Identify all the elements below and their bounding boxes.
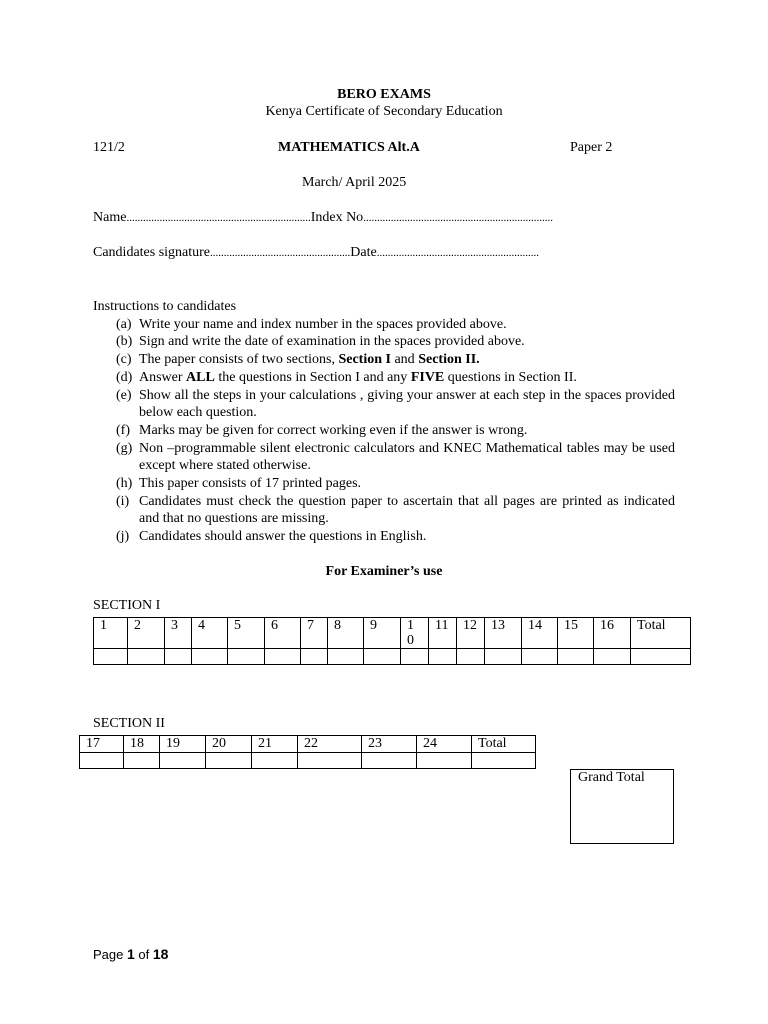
score-cell[interactable] — [362, 753, 417, 769]
score-cell[interactable] — [160, 753, 206, 769]
instruction-item — [93, 422, 675, 440]
question-cell: 3 — [165, 618, 192, 649]
score-cell[interactable] — [364, 649, 401, 665]
paper-code: 121/2 — [93, 140, 125, 155]
score-cell[interactable] — [165, 649, 192, 665]
question-cell: 7 — [301, 618, 328, 649]
examiner-heading: For Examiner’s use — [325, 564, 443, 579]
total-pages: 18 — [152, 946, 169, 962]
score-cell[interactable] — [522, 649, 558, 665]
section1-score-row — [94, 649, 691, 665]
certificate-title: Kenya Certificate of Secondary Education — [265, 104, 503, 119]
instruction-text: The paper consists of two sections, Section I and Section II. — [139, 352, 480, 368]
instruction-text: Non –programmable silent electronic calculators and KNEC Mathematical tables may be used except where stated otherwise. — [139, 440, 675, 474]
question-cell: 15 — [558, 618, 594, 649]
grand-total-box[interactable] — [570, 769, 674, 844]
instruction-letter: (h) — [116, 476, 133, 492]
instruction-item — [93, 528, 675, 546]
instruction-item — [93, 316, 675, 334]
name-field[interactable]: ................................................................... — [126, 212, 311, 224]
score-cell[interactable] — [228, 649, 265, 665]
paper-number: Paper 2 — [570, 140, 613, 155]
instruction-text: This paper consists of 17 printed pages. — [139, 476, 362, 492]
score-cell[interactable] — [594, 649, 631, 665]
question-cell: 5 — [228, 618, 265, 649]
index-field[interactable]: ..................................................................... — [363, 212, 553, 224]
signature-field[interactable]: ................................................... — [210, 247, 351, 259]
total-cell: Total — [631, 618, 691, 649]
subject-title: MATHEMATICS Alt.A — [278, 140, 420, 155]
score-cell[interactable] — [206, 753, 252, 769]
question-cell: 23 — [362, 736, 417, 753]
question-cell: 1 — [94, 618, 128, 649]
question-cell: 9 — [364, 618, 401, 649]
instruction-item — [93, 475, 675, 493]
question-cell: 4 — [192, 618, 228, 649]
instruction-text: Candidates should answer the questions in English. — [139, 529, 427, 545]
section2-table — [79, 735, 536, 769]
question-cell: 8 — [328, 618, 364, 649]
instruction-item — [93, 333, 675, 351]
index-label: Index No — [310, 210, 364, 225]
instruction-item — [93, 493, 675, 528]
score-cell[interactable] — [265, 649, 301, 665]
score-cell[interactable] — [192, 649, 228, 665]
name-label: Name — [93, 210, 127, 225]
section1-table — [93, 617, 691, 665]
instruction-item — [93, 387, 675, 422]
score-cell[interactable] — [558, 649, 594, 665]
instruction-letter: (g) — [116, 440, 133, 456]
score-cell[interactable] — [401, 649, 429, 665]
instruction-letter: (i) — [116, 493, 130, 509]
instructions-block — [93, 298, 675, 546]
score-cell[interactable] — [128, 649, 165, 665]
question-cell: 20 — [206, 736, 252, 753]
section2-label: SECTION II — [93, 716, 165, 731]
instruction-letter: (a) — [116, 316, 132, 332]
question-cell: 14 — [522, 618, 558, 649]
question-cell: 13 — [485, 618, 522, 649]
score-cell[interactable] — [124, 753, 160, 769]
question-cell: 6 — [265, 618, 301, 649]
instruction-letter: (c) — [116, 352, 132, 368]
instruction-letter: (e) — [116, 387, 132, 403]
score-cell[interactable] — [429, 649, 457, 665]
page-number: 1 — [127, 946, 135, 962]
question-cell: 24 — [417, 736, 472, 753]
instruction-text: Write your name and index number in the spaces provided above. — [139, 316, 507, 332]
question-cell: 19 — [160, 736, 206, 753]
section2-header-row — [80, 736, 536, 753]
instruction-letter: (j) — [116, 529, 130, 545]
section1-header-row — [94, 618, 691, 649]
instructions-list — [93, 316, 675, 546]
grand-total-label: Grand Total — [578, 770, 645, 785]
total-cell: Total — [472, 736, 536, 753]
question-cell: 16 — [594, 618, 631, 649]
instruction-text: Marks may be given for correct working even if the answer is wrong. — [139, 422, 528, 438]
date-label: Date — [350, 245, 377, 260]
signature-date-line — [93, 245, 539, 261]
page-word: Page — [93, 947, 124, 962]
instruction-item — [93, 369, 675, 387]
score-cell[interactable] — [328, 649, 364, 665]
name-index-line — [93, 210, 553, 226]
section2-score-row — [80, 753, 536, 769]
score-cell[interactable] — [94, 649, 128, 665]
question-cell: 18 — [124, 736, 160, 753]
instruction-text: Candidates must check the question paper to ascertain that all pages are printed as indicated and that no questions are missing. — [139, 493, 675, 527]
instruction-text: Show all the steps in your calculations , giving your answer at each step in the spaces provided below each question. — [139, 387, 675, 421]
question-cell: 11 — [429, 618, 457, 649]
question-cell: 17 — [80, 736, 124, 753]
instruction-letter: (d) — [116, 369, 133, 385]
score-cell[interactable] — [485, 649, 522, 665]
date-field[interactable]: ........................................................... — [376, 247, 539, 259]
instruction-text: Sign and write the date of examination in the spaces provided above. — [139, 334, 525, 350]
page-footer — [93, 946, 168, 962]
instruction-letter: (f) — [116, 422, 130, 438]
question-cell: 12 — [457, 618, 485, 649]
question-cell: 1 0 — [401, 618, 429, 649]
section1-label: SECTION I — [93, 598, 161, 613]
question-cell: 22 — [298, 736, 362, 753]
score-cell[interactable] — [301, 649, 328, 665]
instruction-letter: (b) — [116, 334, 133, 350]
instruction-item — [93, 440, 675, 475]
score-cell[interactable] — [417, 753, 472, 769]
score-cell[interactable] — [298, 753, 362, 769]
score-cell[interactable] — [80, 753, 124, 769]
total-score-cell[interactable] — [472, 753, 536, 769]
score-cell[interactable] — [457, 649, 485, 665]
instruction-text: Answer ALL the questions in Section I and any FIVE questions in Section II. — [139, 369, 577, 385]
instruction-item — [93, 351, 675, 369]
signature-label: Candidates signature — [93, 245, 211, 260]
question-cell: 2 — [128, 618, 165, 649]
exam-date: March/ April 2025 — [302, 175, 407, 190]
score-cell[interactable] — [252, 753, 298, 769]
exam-org-title: BERO EXAMS — [337, 87, 431, 102]
total-score-cell[interactable] — [631, 649, 691, 665]
instructions-heading: Instructions to candidates — [93, 299, 237, 314]
question-cell: 21 — [252, 736, 298, 753]
of-word: of — [138, 947, 150, 962]
